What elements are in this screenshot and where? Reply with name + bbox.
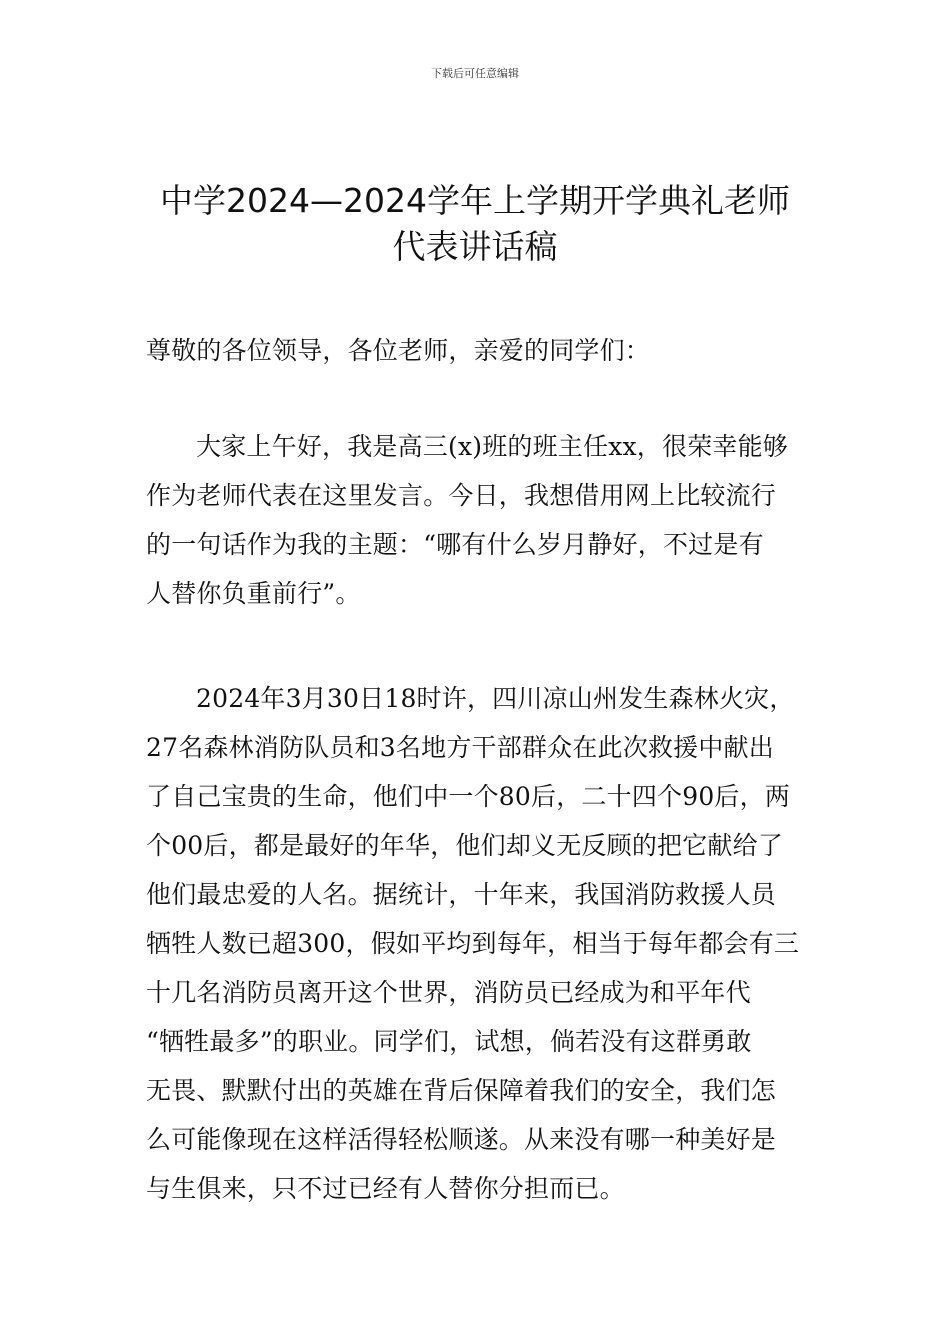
paragraph-line: 2024年3月30日18时许，四川凉山州发生森林火灾，	[196, 684, 795, 713]
paragraph-line: 个00后，都是最好的年华，他们却义无反顾的把它献给了	[146, 831, 784, 860]
paragraph-1	[146, 422, 826, 618]
paragraph-line: 27名森林消防队员和3名地方干部群众在此次救援中献出	[146, 733, 774, 762]
paragraph-line: 么可能像现在这样活得轻松顺遂。从来没有哪一种美好是	[146, 1125, 777, 1154]
paragraph-line: 他们最忠爱的人名。据统计，十年来，我国消防救援人员	[146, 880, 777, 909]
paragraph-line: “牺牲最多”的职业。同学们，试想，倘若没有这群勇敢	[146, 1027, 752, 1056]
paragraph-line: 的一句话作为我的主题：“哪有什么岁月静好，不过是有	[146, 530, 764, 559]
salutation	[146, 326, 826, 375]
paragraph-line: 牺牲人数已超300，假如平均到每年，相当于每年都会有三	[146, 929, 800, 958]
paragraph-line: 人替你负重前行”。	[146, 579, 361, 608]
paragraph-2	[146, 674, 826, 1213]
paragraph-line: 作为老师代表在这里发言。今日，我想借用网上比较流行	[146, 481, 777, 510]
paragraph-line: 大家上午好，我是高三(x)班的班主任xx，很荣幸能够	[196, 432, 789, 461]
salutation-text: 尊敬的各位领导，各位老师，亲爱的同学们：	[146, 336, 651, 365]
document-title	[120, 178, 830, 270]
header-note: 下载后可任意编辑	[431, 67, 519, 80]
paragraph-line: 了自己宝贵的生命，他们中一个80后，二十四个90后，两	[146, 782, 791, 811]
title-line-2: 代表讲话稿	[392, 227, 558, 266]
title-line-1: 中学2024—2024学年上学期开学典礼老师	[160, 181, 790, 220]
paragraph-line: 无畏、默默付出的英雄在背后保障着我们的安全，我们怎	[146, 1076, 777, 1105]
paragraph-line: 与生俱来，只不过已经有人替你分担而已。	[146, 1174, 625, 1203]
paragraph-line: 十几名消防员离开这个世界，消防员已经成为和平年代	[146, 978, 751, 1007]
